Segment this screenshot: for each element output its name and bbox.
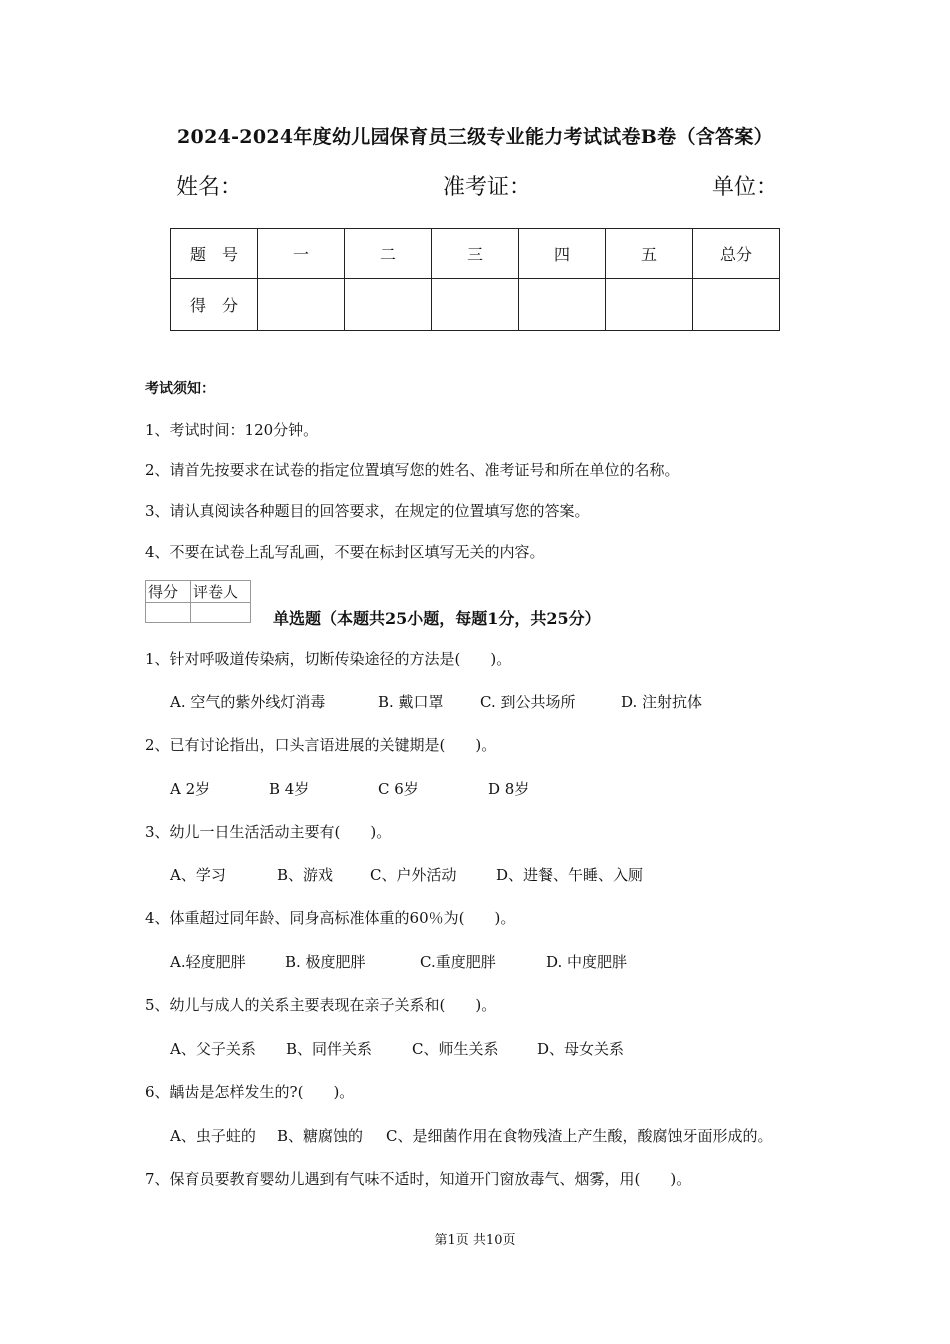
score-cell[interactable] bbox=[345, 279, 432, 331]
question-text: 3、幼儿一日生活活动主要有( )。 bbox=[145, 823, 392, 841]
question-option: A、虫子蛀的 bbox=[170, 1127, 256, 1145]
score-table-header-cell: 题 号 bbox=[171, 229, 258, 279]
grader-name-cell[interactable] bbox=[191, 603, 251, 623]
score-table-header-cell: 五 bbox=[606, 229, 693, 279]
question-option: C、户外活动 bbox=[370, 866, 457, 884]
question-option: A、父子关系 bbox=[170, 1040, 256, 1058]
section-title: 单选题（本题共25小题，每题1分，共25分） bbox=[273, 609, 601, 628]
question-option: B. 极度肥胖 bbox=[285, 953, 366, 971]
question-option: C. 到公共场所 bbox=[480, 693, 576, 711]
question-option: B、同伴关系 bbox=[286, 1040, 373, 1058]
grader-name-label: 评卷人 bbox=[191, 581, 251, 603]
question-option: D 8岁 bbox=[488, 780, 530, 798]
question-text: 6、龋齿是怎样发生的?( )。 bbox=[145, 1083, 355, 1101]
question-option: A 2岁 bbox=[170, 780, 211, 798]
exam-id-label: 准考证： bbox=[443, 175, 532, 200]
question-option: A.轻度肥胖 bbox=[170, 953, 246, 971]
question-option: C.重度肥胖 bbox=[420, 953, 496, 971]
question-option: B 4岁 bbox=[269, 780, 310, 798]
notice-heading: 考试须知： bbox=[145, 381, 215, 397]
score-cell[interactable] bbox=[432, 279, 519, 331]
score-table-header-cell: 四 bbox=[519, 229, 606, 279]
score-table-header-cell: 总分 bbox=[693, 229, 780, 279]
page-footer: 第1页 共10页 bbox=[434, 1233, 516, 1248]
score-cell[interactable] bbox=[519, 279, 606, 331]
score-cell[interactable] bbox=[693, 279, 780, 331]
question-text: 2、已有讨论指出，口头言语进展的关键期是( )。 bbox=[145, 736, 497, 754]
question-option: A、学习 bbox=[170, 866, 226, 884]
score-table-header-cell: 二 bbox=[345, 229, 432, 279]
question-text: 1、针对呼吸道传染病，切断传染途径的方法是( )。 bbox=[145, 650, 512, 668]
question-option: A. 空气的紫外线灯消毒 bbox=[170, 693, 326, 711]
notice-item: 2、请首先按要求在试卷的指定位置填写您的姓名、准考证号和所在单位的名称。 bbox=[145, 461, 680, 479]
grader-score-cell[interactable] bbox=[146, 603, 191, 623]
name-label: 姓名： bbox=[176, 175, 243, 200]
question-option: C、师生关系 bbox=[412, 1040, 499, 1058]
question-option: C 6岁 bbox=[378, 780, 419, 798]
score-table bbox=[170, 228, 780, 331]
question-option: B、糖腐蚀的 bbox=[277, 1127, 364, 1145]
question-option: D. 注射抗体 bbox=[621, 693, 703, 711]
score-cell[interactable] bbox=[606, 279, 693, 331]
question-option: D、进餐、午睡、入厕 bbox=[496, 866, 644, 884]
score-row-label: 得 分 bbox=[171, 279, 258, 331]
question-option: D. 中度肥胖 bbox=[546, 953, 628, 971]
exam-title: 2024-2024年度幼儿园保育员三级专业能力考试试卷B卷（含答案） bbox=[177, 126, 773, 148]
question-text: 7、保育员要教育婴幼儿遇到有气味不适时，知道开门窗放毒气、烟雾，用( )。 bbox=[145, 1170, 692, 1188]
score-cell[interactable] bbox=[258, 279, 345, 331]
grader-score-label: 得分 bbox=[146, 581, 191, 603]
score-table-header-cell: 三 bbox=[432, 229, 519, 279]
question-text: 4、体重超过同年龄、同身高标准体重的60％为( )。 bbox=[145, 909, 516, 927]
question-option: C、是细菌作用在食物残渣上产生酸，酸腐蚀牙面形成的。 bbox=[386, 1127, 773, 1145]
question-option: B. 戴口罩 bbox=[378, 693, 444, 711]
score-table-score-row bbox=[171, 279, 780, 331]
grader-box bbox=[145, 580, 251, 623]
score-table-header-row bbox=[171, 229, 780, 279]
notice-item: 1、考试时间：120分钟。 bbox=[145, 421, 319, 439]
notice-item: 4、不要在试卷上乱写乱画，不要在标封区填写无关的内容。 bbox=[145, 543, 545, 561]
notice-item: 3、请认真阅读各种题目的回答要求，在规定的位置填写您的答案。 bbox=[145, 502, 590, 520]
unit-label: 单位： bbox=[712, 175, 779, 200]
question-text: 5、幼儿与成人的关系主要表现在亲子关系和( )。 bbox=[145, 996, 497, 1014]
question-option: D、母女关系 bbox=[537, 1040, 625, 1058]
question-option: B、游戏 bbox=[277, 866, 334, 884]
score-table-header-cell: 一 bbox=[258, 229, 345, 279]
